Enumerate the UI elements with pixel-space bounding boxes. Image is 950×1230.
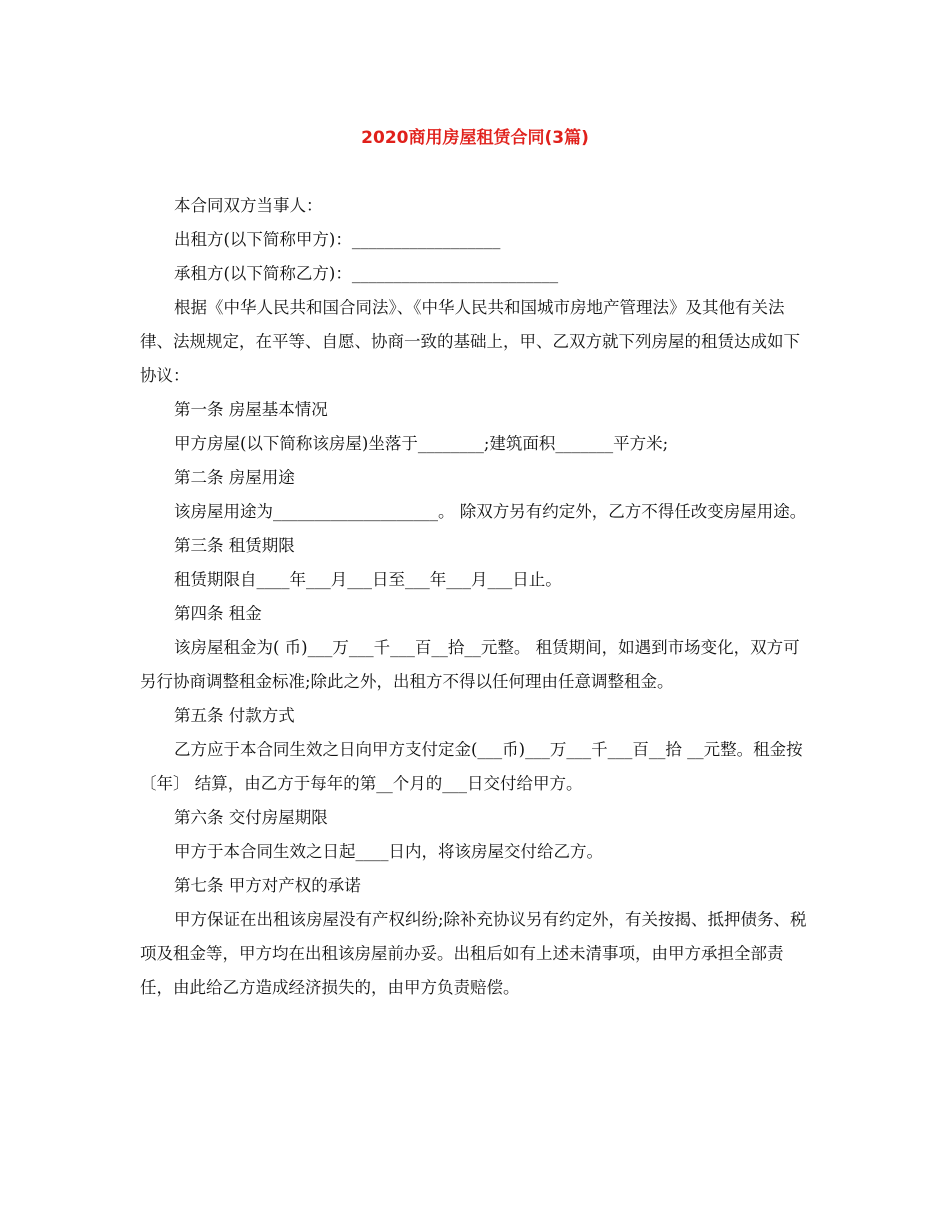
paragraph-lessor: 出租方(以下简称甲方)：__________________ (174, 230, 501, 249)
article-body-7: 甲方保证在出租该房屋没有产权纠纷;除补充协议另有约定外，有关按揭、抵押债务、税项及租金等，甲方均在出租该房屋前办妥。出租后如有上述未清事项，由甲方承担全部责任，由此给乙方造成经济损失的，由甲方负责赔偿。 (140, 910, 807, 997)
paragraph-parties: 本合同双方当事人： (174, 196, 323, 215)
article-body-5: 乙方应于本合同生效之日向甲方支付定金(___币)___万___千___百__拾 __元整。租金按 〔年〕 结算，由乙方于每年的第__个月的___日交付给甲方。 (140, 740, 808, 793)
article-heading-3: 第三条 租赁期限 (174, 536, 295, 555)
document-title: 2020商用房屋租赁合同(3篇) (361, 128, 589, 148)
article-body-6: 甲方于本合同生效之日起____日内，将该房屋交付给乙方。 (174, 842, 603, 861)
document-body (140, 189, 816, 1005)
paragraph-lessee: 承租方(以下简称乙方)：_________________________ (174, 264, 559, 283)
article-body-3: 租赁期限自____年___月___日至___年___月___日止。 (174, 570, 562, 589)
article-heading-5: 第五条 付款方式 (174, 706, 295, 725)
article-body-1: 甲方房屋(以下简称该房屋)坐落于________;建筑面积_______平方米; (174, 434, 669, 453)
paragraph-basis: 根据《中华人民共和国合同法》、《中华人民共和国城市房地产管理法》及其他有关法律、法规规定，在平等、自愿、协商一致的基础上，甲、乙双方就下列房屋的租赁达成如下协议： (140, 298, 800, 385)
article-body-2: 该房屋用途为____________________。 除双方另有约定外，乙方不得任改变房屋用途。 (174, 502, 807, 521)
article-heading-7: 第七条 甲方对产权的承诺 (174, 876, 361, 895)
article-body-4: 该房屋租金为( 币)___万___千___百__拾__元整。 租赁期间，如遇到市场变化，双方可另行协商调整租金标准;除此之外，出租方不得以任何理由任意调整租金。 (140, 638, 800, 691)
article-heading-1: 第一条 房屋基本情况 (174, 400, 328, 419)
article-heading-4: 第四条 租金 (174, 604, 262, 623)
article-heading-2: 第二条 房屋用途 (174, 468, 295, 487)
article-heading-6: 第六条 交付房屋期限 (174, 808, 328, 827)
